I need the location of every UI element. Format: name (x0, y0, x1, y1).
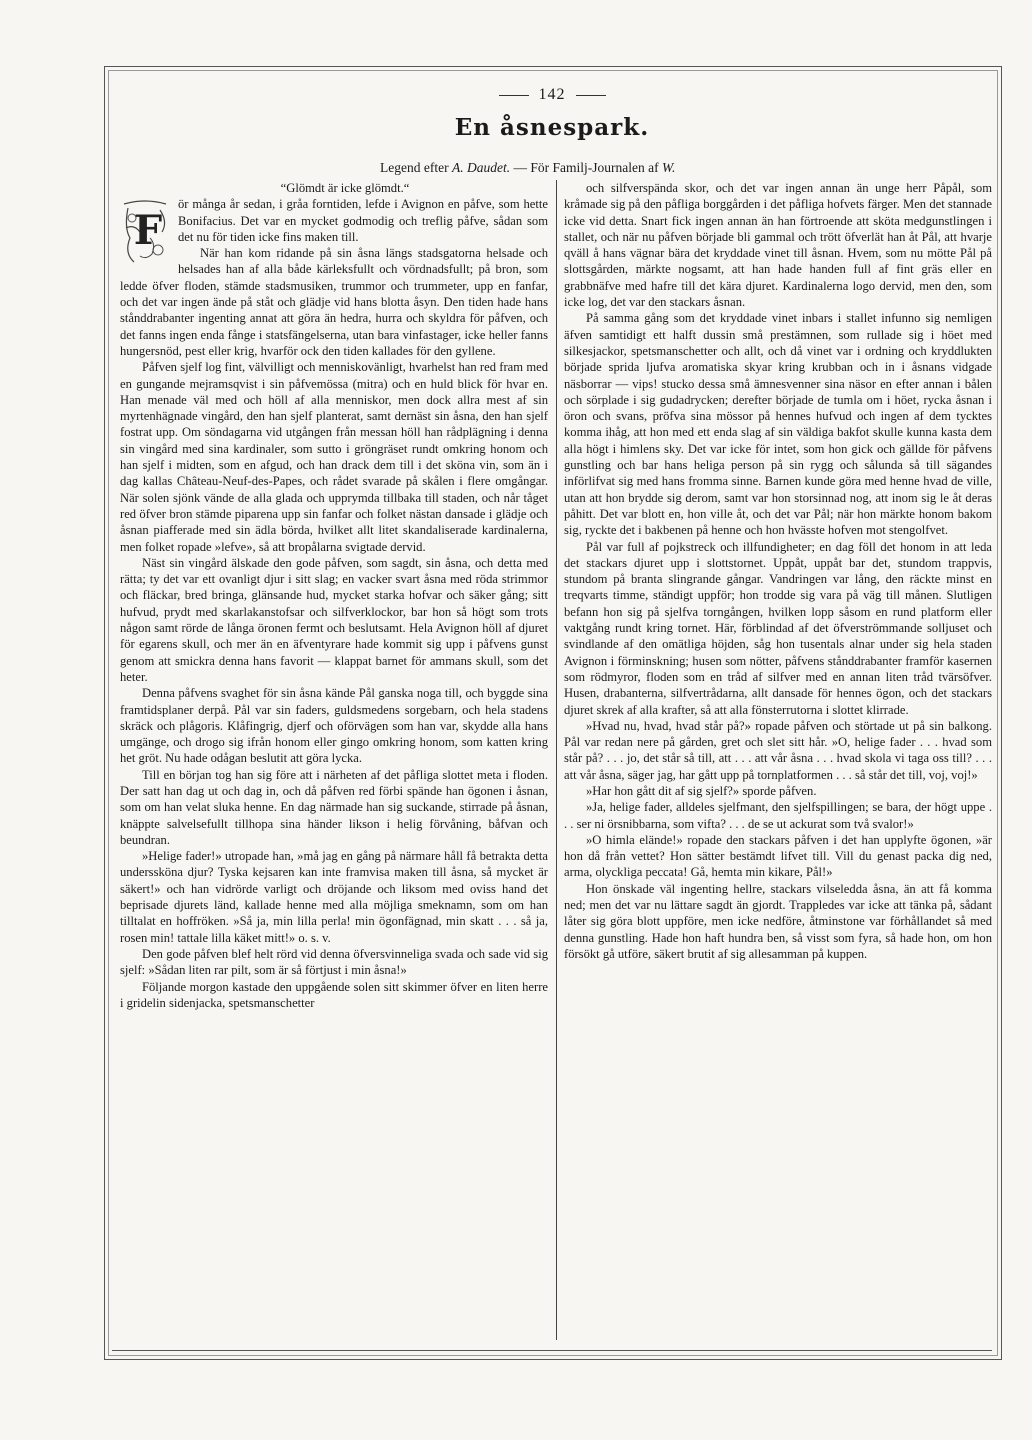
paragraph: »Hvad nu, hvad, hvad står på?» ropade påfven och störtade ut på sin balkong. Pål var redan nere på gården, gret och slet sitt hår. »O, helige fader . . . hvad som står på? . . . jo, det står så till, att . . . att vår åsna . . . hvad skola vi taga oss till? . . . att vår åsna, säger jag, har gått upp på tornplatformen . . . så står det till, voj, voj!» (564, 718, 992, 782)
page-header (112, 86, 992, 141)
column-right (564, 180, 992, 1340)
paragraph: »Ja, helige fader, alldeles sjelfmant, den sjelfspillingen; se bara, der högt uppe . . . ser ni örsnibbarna, som vifta? . . . de se ut ackurat som två svalor!» (564, 800, 992, 831)
svg-text:F: F (133, 207, 163, 255)
decorated-initial-icon (120, 198, 170, 266)
page-number: 142 (112, 86, 992, 104)
motto: “Glömdt är icke glömdt.“ (280, 181, 410, 195)
paragraph: Till en början tog han sig före att i närheten af det påfliga slottet meta i floden. Der satt han dag ut och dag in, och då påfven red förbi spände han ögonen i åsnan, som om han velat sluka henne. En dag närmade han sig suckande, stirrade på åsnan, knäppte salvelsefullt tillhopa sina händer likson i helig förvåning, båfvan och beundran. (120, 767, 548, 847)
paragraph: Den gode påfven blef helt rörd vid denna öfversvinneliga svada och sade vid sig sjelf: »Sådan liten rar pilt, som är så förtjust i min åsna!» (120, 946, 548, 978)
paragraph: Följande morgon kastade den uppgående solen sitt skimmer öfver en liten herre i gridelin sidenjacka, spetsmanschetter (120, 979, 548, 1010)
paragraph: Denna påfvens svaghet för sin åsna kände Pål ganska noga till, och byggde sina framtidsplaner derpå. Pål var sin faders, guldsmedens sorgebarn, och hela stadens skräck och plågoris. Klåfingrig, djerf och oförvägen som han var, skydde alla hans umgänge, och drogo sig ifrån honom eller gingo omkring honom, som katten kring het gröt. Nu hade odågan beslutit att göra lycka. (120, 686, 548, 766)
paragraph: »O himla elände!» ropade den stackars påfven i det han upplyfte ögonen, »är hon då från vettet? Hon sätter bestämdt lifvet till. Vill du genast packa dig ned, arma, olyckliga peccata! Gå, hemta min kikare, Pål!» (564, 832, 992, 880)
article-title: En åsnespark. (454, 114, 650, 141)
article-byline: Legend efter A. Daudet. — För Familj-Journalen af W. (380, 160, 676, 175)
paragraph: När han kom ridande på sin åsna längs stadsgatorna helsade och helsades han af alla både kärleksfullt och vördnadsfullt; på bron, som ledde öfver floden, stämde stadsmusiken, trummor och trummeter, upp en fanfar, och det var ingen ände på ståt och glädje vid hans blotta åsyn. Den tiden hade hans stånddrabanter ingenting annat att göra än hedra, hurra och skyldra för påfven, och det fanns ingen enda fånge i statsfängelserna, utan bara vinfastager, icke heller fanns hungersnöd, pest eller krig, hvarför ock den tiden kallades för den gyllene. (120, 246, 548, 358)
column-left (120, 180, 548, 1340)
paragraph: På samma gång som det kryddade vinet inbars i stallet infunno sig nemligen äfven samtidigt ett halft dussin små prestämnen, som rullade sig i höet med silkesjackor, spetsmanschetter och allt, och då vinet var i ordning och kryddlukten började sprida ljufva aromatiska skyar kring krubban och in i åsnans vidgade näsborrar — vips! stucko dessa små ämnesvenner sina näsor en efter annan i bålen och sörplade i sig gudadrycken; derefter började de tumla om i höet, rycka åsnan i öron och svans, pröfva sina mössor på hennes hufvud och ingen af dem tycktes komma ihåg, att hon med ett enda slag af sin väldiga bakfot skulle kunna kasta dem alla högt i himlens sky. Det var icke för intet, som hon gick och gällde för påfvens gunstling och bar hans heliga person på sin rygg och sålunda så till sägandes införlifvat sig med hans fromma sinne. Barnen kunde göra med henne hvad de ville, utan att hon brydde sig derom, samt var hon storsinnad nog, att inom sig le åt deras påhitt. Det var blott en, hon ville åt, och det var Pål; när hon märkte honom bakom sig, ryckte det i bakbenen på henne och hon hvässte hofven mot stengolfvet. (564, 311, 992, 538)
paragraph: Näst sin vingård älskade den gode påfven, som sagdt, sin åsna, och detta med rätta; ty det var ett ovanligt djur i sitt slag; en vacker svart åsna med röda strimmor och fläckar, bred bringa, glänsande hud, mycket starka hofvar och säker gång; sitt hufvud, prydt med skarlakanstofsar och silfverklockor, bar hon så högt som trots någon samt rörde de långa öronen fermt och beslutsamt. Hela Avignon höll af djuret för egarens skull, och mer än en äfventyrare hade kommit sig upp i påfvens gunst genom att smickra denna hans favorit — klappat barnet för ammans skull, som det heter. (120, 555, 548, 684)
paragraph: Hon önskade väl ingenting hellre, stackars vilseledda åsna, än att få komma ned; men det var nu lättare sagdt än gjordt. Trappledes var icke att tänka på, sådant låter sig göra blott uppföre, men icke nedföre, åtminstone var förhållandet så med denna gunstling. Hade hon haft hundra ben, så visst som fyra, så hade hon, om hon försökt gå utföre, säkert brutit af sig allesamman på kuppen. (564, 881, 992, 961)
bottom-rule (112, 1350, 992, 1351)
paragraph: Påfven sjelf log fint, välvilligt och menniskovänligt, hvarhelst han red fram med en gungande mejramsqvist i sin påfvemössa (mitra) och en huld blick för hvar en. Han menade väl med och höll af alla menniskor, men dock allra mest af sin myrtenhägnade vingård, den han sjelf planterat, samt dernäst sin åsna, den han sjelf fostrat upp. Om söndagarna vid utgången från messan höll han rådplägning i denna sin vingård med sina kardinaler, som sutto i gröngräset rundt omkring honom och han sjelf i midten, som en afgud, och han drack dem till i det sköna vin, som än i dag kallas Château-Neuf-des-Papes, och rådet svarade på skålen i flere omgångar. När solen sjönk vände de alla glada och upprymda tillbaka till staden, och når tåget red öfver bron stämde piparena upp sin fanfar och folket nästan dansade i glädje och åsnan piafferade med sin ädla börda, hvilket allt litet skandaliserade kardinalerna, men folket ropade »lefve», så att bropålarna svigtade dervid. (120, 360, 548, 554)
column-divider (556, 180, 557, 1340)
paragraph: »Helige fader!» utropade han, »må jag en gång på närmare håll få betrakta detta underssköna djur? Tyska kejsaren kan inte framvisa maken till åsna, så mycket är säkert!» och han vidrörde varligt och dröjande och liksom med oviss hand det beprisade djurets länd, kallade henne med alla möjliga smeknamn, som om han tilltalat en hoffröken. »Så ja, min lilla perla! min ögonfägnad, min skatt . . . så ja, rosen min! tattale lilla käket mitt!» o. s. v. (120, 849, 548, 945)
paragraph: ör många år sedan, i gråa forntiden, lefde i Avignon en påfve, som hette Bonifacius. Det var en mycket godmodig och treflig påfve, sådan som det nu för tiden icke fins maken till. (178, 197, 548, 244)
article-body (120, 180, 992, 1340)
paragraph: Pål var full af pojkstreck och illfundigheter; en dag föll det honom in att leda det stackars djuret upp i slottstornet. Uppåt, uppåt bar det, stundom trappvis, stundom på branta slingrande gångar. Vandringen var lång, den räckte minst en treqvarts timme, ständigt uppför; hon trodde sig vara på väg till månen. Slutligen befann hon sig på sjelfva torngången, hvilken lopp såsom en rund platform eller vaktgång rundt kring tornet. Här, förblindad af det öfverströmmande solljuset och svindlande af den omätliga höjden, såg hon tusentals alnar under sig hela staden Avignon i förminskning; husen som nötter, påfvens stånddrabanter framför kasernen som rödmyror, floden som en tråd af silfver med en annan liten tråd tvärsöfver. Husen, drabanterna, silfvertrådarna, allt dansade för hennes ögon, och det stackars djuret skrek af alla krafter, så att alla fönsterrutorna i slottet klirrade. (564, 539, 992, 717)
paragraph: och silfverspända skor, och det var ingen annan än unge herr Påpål, som kråmade sig på den påfliga borggården i det påfliga hofvets färger. Men det stannade icke vid detta. Snart fick ingen annan än han förtroende att sköta medgunstlingen i stallet, och när nu påfven började bli gammal och trött öfverlät han åt Pål, att hvarje qväll å hans vägnar bära det kryddade vinet till åsnan. Hvem, som nu mötte Pål på slottsgården, märkte nogsamt, att han hade handen full af fint gräs eller en grabbnäfve med hafre till det kära djuret. Kardinalerna logo dervid, men den, som icke log, det var den stackars åsnan. (564, 181, 992, 310)
paragraph: »Har hon gått dit af sig sjelf?» sporde påfven. (586, 783, 817, 798)
